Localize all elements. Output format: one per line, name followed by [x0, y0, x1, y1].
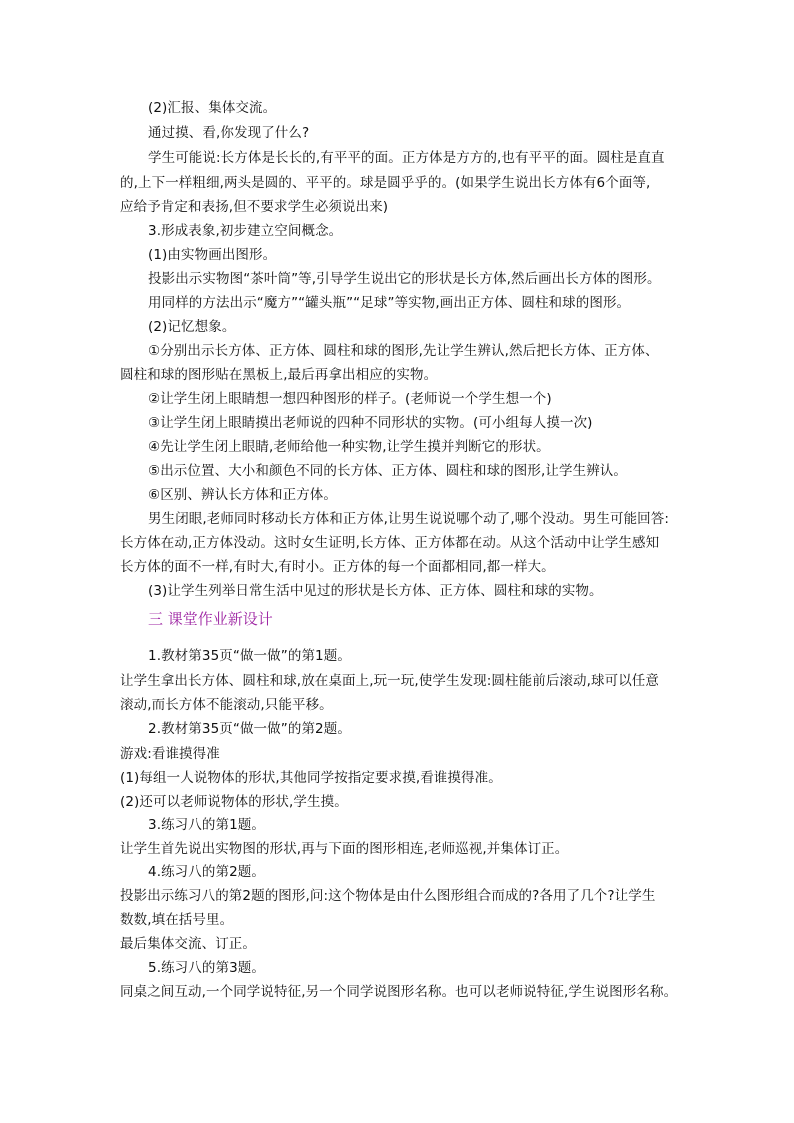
paragraph-line: 男生闭眼,老师同时移动长方体和正方体,让男生说说哪个动了,哪个没动。男生可能回答:: [148, 511, 670, 527]
paragraph-line: (1)由实物画出图形。: [148, 247, 277, 263]
paragraph-line: ⑥区别、辨认长方体和正方体。: [148, 487, 338, 503]
paragraph-line: 3.形成表象,初步建立空间概念。: [148, 223, 343, 239]
homework-line: 游戏:看谁摸得准: [120, 746, 220, 762]
paragraph-line: 长方体的面不一样,有时大,有时小。正方体的每一个面都相同,都一样大。: [120, 559, 555, 575]
homework-line: (2)还可以老师说物体的形状,学生摸。: [120, 794, 348, 810]
paragraph-line: ④先让学生闭上眼睛,老师给他一种实物,让学生摸并判断它的形状。: [148, 439, 550, 455]
paragraph-line: 应给予肯定和表扬,但不要求学生必须说出来): [120, 199, 389, 215]
paragraph-line: (2)汇报、集体交流。: [148, 100, 277, 116]
paragraph-line: 圆柱和球的图形贴在黑板上,最后再拿出相应的实物。: [120, 367, 438, 383]
homework-line: (1)每组一人说物体的形状,其他同学按指定要求摸,看谁摸得准。: [120, 770, 502, 786]
paragraph-line: 长方体在动,正方体没动。这时女生证明,长方体、正方体都在动。从这个活动中让学生感知: [120, 535, 660, 551]
paragraph-line: ③让学生闭上眼睛摸出老师说的四种不同形状的实物。(可小组每人摸一次): [148, 415, 593, 431]
paragraph-line: 的,上下一样粗细,两头是圆的、平平的。球是圆乎乎的。(如果学生说出长方体有6个面等,: [120, 175, 651, 191]
homework-line: 同桌之间互动,一个同学说特征,另一个同学说图形名称。也可以老师说特征,学生说图形名称。: [120, 984, 678, 1000]
paragraph-line: (3)让学生列举日常生活中见过的形状是长方体、正方体、圆柱和球的实物。: [148, 583, 603, 599]
homework-line: 4.练习八的第2题。: [148, 864, 265, 880]
homework-line: 2.教材第35页“做一做”的第2题。: [148, 721, 351, 737]
homework-line: 5.练习八的第3题。: [148, 960, 265, 976]
homework-line: 投影出示练习八的第2题的图形,问:这个物体是由什么图形组合而成的?各用了几个?让学生: [120, 888, 656, 904]
homework-line: 3.练习八的第1题。: [148, 817, 265, 833]
homework-line: 1.教材第35页“做一做”的第1题。: [148, 648, 351, 664]
paragraph-line: 投影出示实物图“茶叶筒”等,引导学生说出它的形状是长方体,然后画出长方体的图形。: [148, 271, 661, 287]
homework-line: 让学生首先说出实物图的形状,再与下面的图形相连,老师巡视,并集体订正。: [120, 841, 569, 857]
paragraph-line: 学生可能说:长方体是长长的,有平平的面。正方体是方方的,也有平平的面。圆柱是直直: [148, 150, 665, 166]
homework-line: 数数,填在括号里。: [120, 912, 234, 928]
paragraph-line: (2)记忆想象。: [148, 319, 236, 335]
homework-line: 滚动,而长方体不能滚动,只能平移。: [120, 697, 333, 713]
homework-line: 让学生拿出长方体、圆柱和球,放在桌面上,玩一玩,使学生发现:圆柱能前后滚动,球可以任意: [120, 673, 660, 689]
paragraph-line: 通过摸、看,你发现了什么?: [148, 125, 310, 141]
paragraph-line: ⑤出示位置、大小和颜色不同的长方体、正方体、圆柱和球的图形,让学生辨认。: [148, 463, 627, 479]
section-heading: 三 课堂作业新设计: [148, 610, 273, 628]
paragraph-line: 用同样的方法出示“魔方”“罐头瓶”“足球”等实物,画出正方体、圆柱和球的图形。: [148, 295, 631, 311]
homework-line: 最后集体交流、订正。: [120, 936, 256, 952]
paragraph-line: ①分别出示长方体、正方体、圆柱和球的图形,先让学生辨认,然后把长方体、正方体、: [148, 343, 659, 359]
paragraph-line: ②让学生闭上眼睛想一想四种图形的样子。(老师说一个学生想一个): [148, 391, 552, 407]
